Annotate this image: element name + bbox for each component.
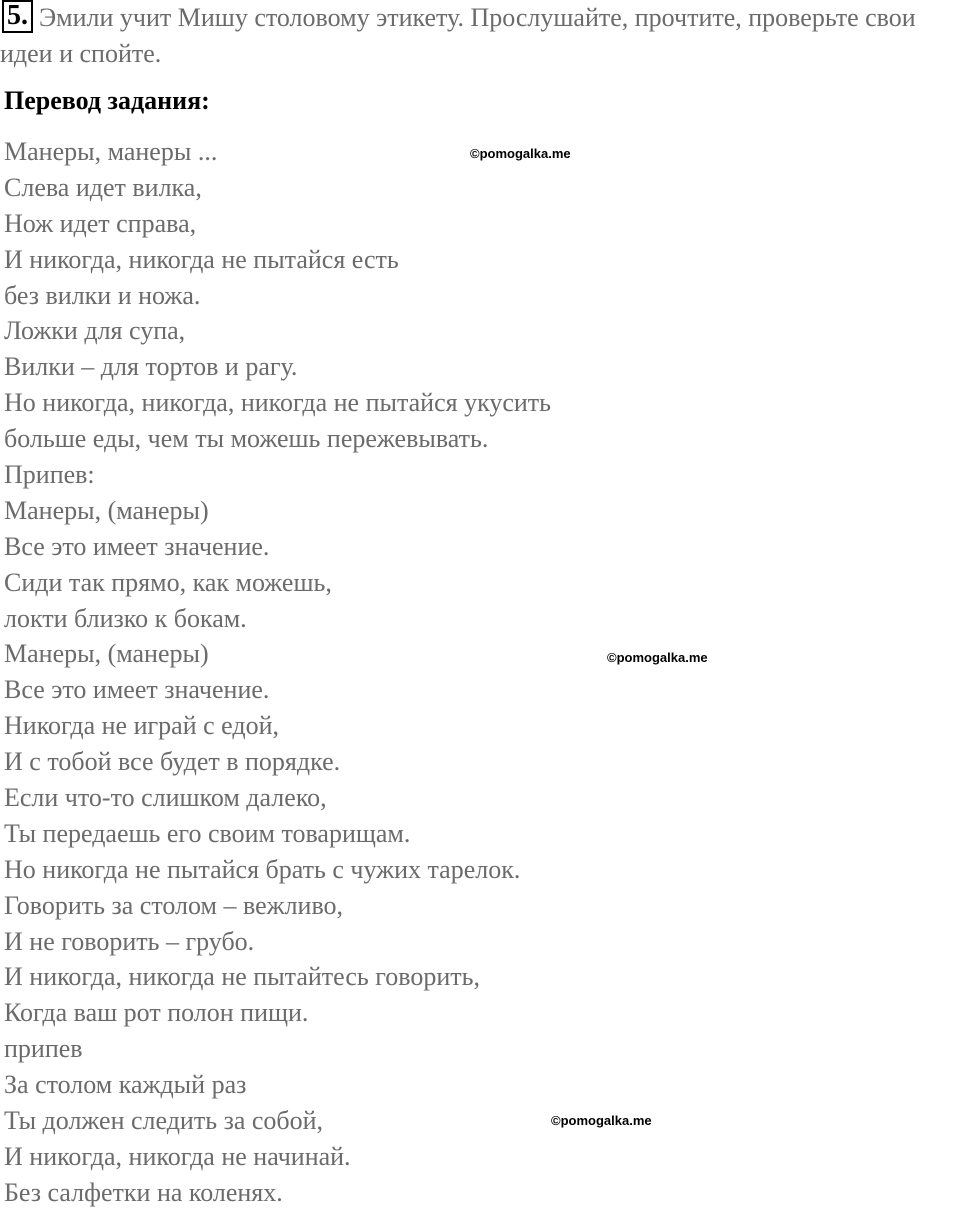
poem-line: И никогда, никогда не начинай.: [4, 1141, 351, 1171]
watermark: ©pomogalka.me: [470, 146, 571, 161]
watermark: ©pomogalka.me: [607, 650, 708, 665]
poem-line: Все это имеет значение.: [4, 531, 270, 561]
poem-line: припев: [4, 1034, 83, 1064]
poem-line: Без салфетки на коленях.: [4, 1177, 283, 1207]
poem-line: И никогда, никогда не пытайся есть: [4, 244, 399, 274]
poem-line: Но никогда не пытайся брать с чужих тарелок.: [4, 854, 521, 884]
poem-line: За столом каждый раз: [4, 1070, 247, 1100]
task-number-badge: 5.: [2, 0, 33, 33]
poem-line: локти близко к бокам.: [4, 603, 247, 633]
poem-translation: [4, 134, 944, 1211]
poem-line: И никогда, никогда не пытайтесь говорить,: [4, 962, 480, 992]
poem-line: Ты должен следить за собой,: [4, 1106, 324, 1136]
poem-line: Нож идет справа,: [4, 208, 197, 238]
poem-line: без вилки и ножа.: [4, 280, 201, 310]
poem-line: Припев:: [4, 460, 95, 490]
poem-line: Манеры, манеры ...: [4, 137, 218, 166]
poem-line: Все это имеет значение.: [4, 675, 270, 705]
poem-line: Если что-то слишком далеко,: [4, 783, 327, 813]
translation-heading: Перевод задания:: [4, 86, 210, 115]
poem-line: Вилки – для тортов и рагу.: [4, 352, 298, 382]
poem-line: Говорить за столом – вежливо,: [4, 890, 344, 920]
poem-line: Слева идет вилка,: [4, 172, 202, 202]
task-statement: [0, 0, 960, 72]
poem-line: Сиди так прямо, как можешь,: [4, 567, 332, 597]
poem-line: Ложки для супа,: [4, 316, 186, 346]
poem-line: Никогда не играй с едой,: [4, 711, 280, 741]
watermark: ©pomogalka.me: [551, 1113, 652, 1128]
poem-line: больше еды, чем ты можешь пережевывать.: [4, 424, 489, 454]
poem-line: И с тобой все будет в порядке.: [4, 747, 341, 777]
poem-line: Ты передаешь его своим товарищам.: [4, 818, 411, 848]
poem-line: Манеры, (манеры): [4, 639, 209, 669]
poem-line: Но никогда, никогда, никогда не пытайся укусить: [4, 388, 552, 418]
poem-line: Манеры, (манеры): [4, 495, 209, 525]
poem-line: И не говорить – грубо.: [4, 926, 255, 956]
poem-line: Когда ваш рот полон пищи.: [4, 998, 309, 1028]
task-text: Эмили учит Мишу столовому этикету. Прослушайте, прочтите, проверьте свои идеи и спойте.: [0, 3, 916, 68]
